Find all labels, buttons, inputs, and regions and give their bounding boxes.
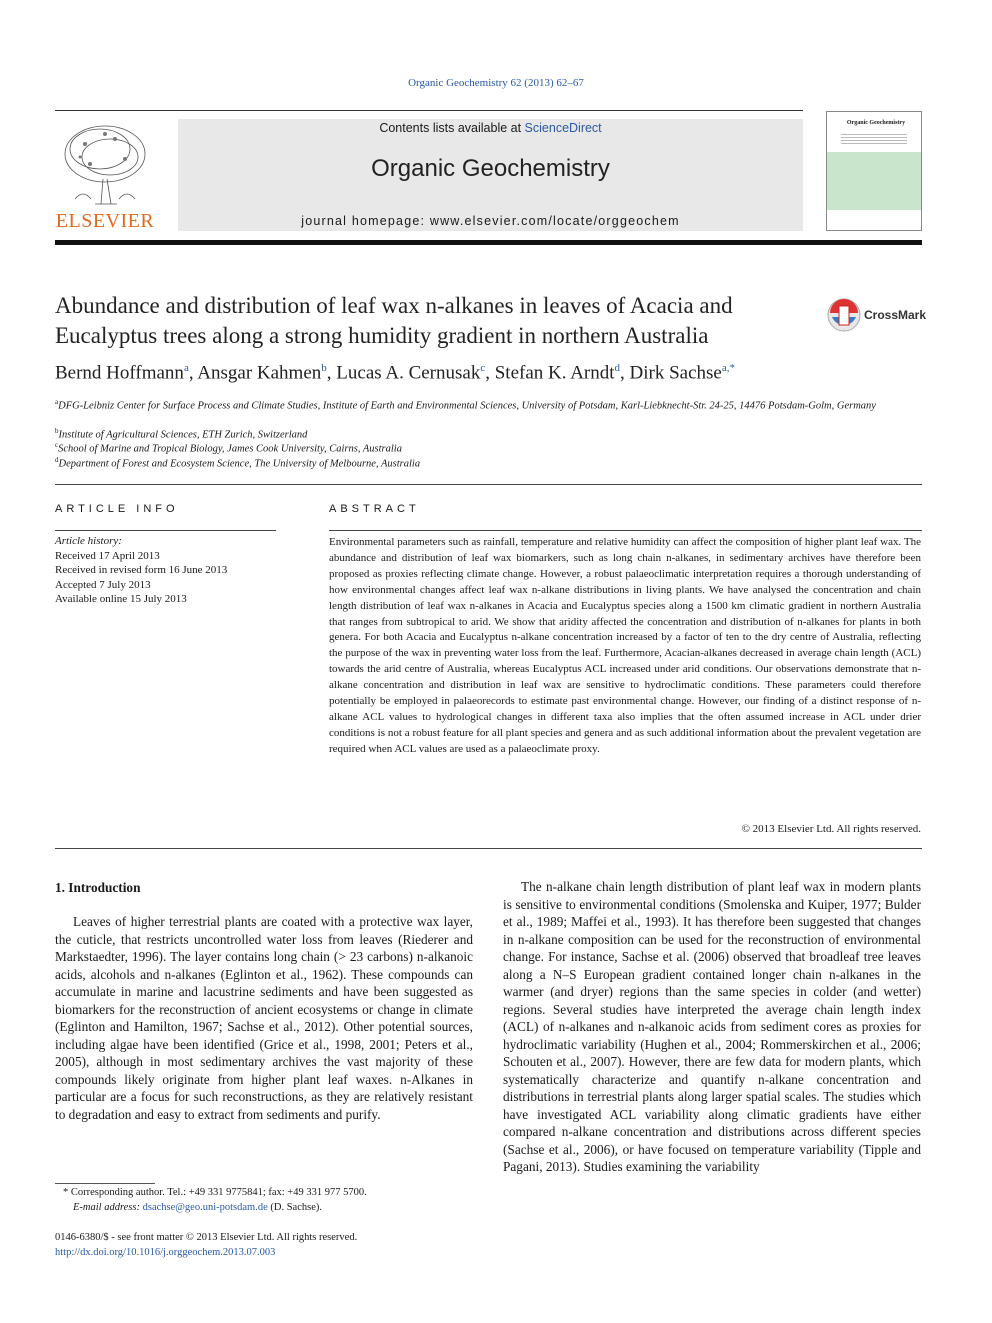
affiliation-text: Institute of Agricultural Sciences, ETH Zurich, Switzerland (58, 429, 308, 441)
affiliation-text: DFG-Leibniz Center for Surface Process and Climate Studies, Institute of Earth and Environmental Sciences, University of Potsdam, Karl-Liebknecht-Str. 24-25, 14476 Potsdam-Golm, Germany (58, 400, 876, 412)
front-matter-info (55, 1231, 495, 1260)
email-label: E-mail address: (73, 1201, 143, 1213)
cover-title: Organic Geochemistry (846, 120, 906, 126)
sciencedirect-link[interactable]: ScienceDirect (524, 121, 602, 135)
paragraph: Leaves of higher terrestrial plants are coated with a protective wax layer, the cuticle, that restricts uncontrolled water loss from leaves (Riederer and Markstaedter, 1996). The layer contains long chain (> 23 carbons) n-alkanoic acids, alcohols and n-alkanes (Eglinton et al., 1962). These compounds can accumulate in marine and lacustrine sediments and have been suggested as biomarkers for the reconstruction of ancient ecosystems or change in climate (Eglinton and Hamilton, 1967; Sachse et al., 2012). Other potential sources, including algae have been identified (Grice et al., 1998, 2001; Peters et al., 2005), although in most sedimentary archives the vast majority of these compounds likely originate from higher plant leaf waxes. n-Alkanes in particular are a focus for such reconstructions, as they are relatively resistant to degradation and easy to extract from sediments and purify. (55, 914, 473, 1122)
article-history (55, 534, 275, 607)
affiliation-text: Department of Forest and Ecosystem Science, The University of Melbourne, Australia (58, 458, 421, 470)
history-label: Article history: (55, 535, 122, 547)
body-column-left (55, 913, 473, 1123)
author-affil-mark[interactable]: c (480, 362, 486, 374)
paragraph: The n-alkane chain length distribution of plant leaf wax in modern plants is sensitive to environmental conditions (Smolenska and Kuiper, 1977; Bulder et al., 1989; Maffei et al., 1993). It has therefore been suggested that changes in n-alkane composition can be used for the reconstruction of environmental change. For instance, Sachse et al. (2006) observed that broadleaf tree leaves along a N–S European gradient contained longer chain n-alkanes in the warmer (and dryer) regions than the same species in colder (and wetter) regions. Several studies have interpreted the average chain length index (ACL) of n-alkanes and n-alkanoic acids from sediment cores as proxies for hydroclimatic variability (Hughen et al., 2004; Rommerskirchen et al., 2006; Schouten et al., 2007). However, there are few data for modern plants, which systematically characterize and quantify n-alkane concentration and distributions in terrestrial plants along larger spatial scales. The studies which have investigated ACL variability along climatic gradients have either compared n-alkane concentration and distributions across different species (Sachse et al., 2006), or have focused on temperature variability (Tipple and Pagani, 2013). Studies examining the variability (503, 879, 921, 1174)
doi-link[interactable]: http://dx.doi.org/10.1016/j.orggeochem.2013.07.003 (55, 1246, 276, 1258)
abstract-heading: ABSTRACT (329, 503, 420, 515)
journal-cover-thumbnail[interactable] (826, 111, 922, 231)
article-title: Abundance and distribution of leaf wax n-alkanes in leaves of Acacia and Eucalyptus trees along a strong humidity gradient in northern Australia (55, 293, 733, 348)
elsevier-wordmark: ELSEVIER (55, 210, 155, 232)
affiliation (55, 395, 885, 414)
contents-line (178, 121, 803, 135)
header-rule-top (55, 110, 803, 111)
affiliation-mark: d (55, 456, 59, 464)
history-item: Accepted 7 July 2013 (55, 578, 151, 591)
author-name[interactable]: Dirk Sachse (629, 362, 722, 384)
affiliation (55, 453, 885, 472)
divider (55, 530, 276, 531)
author-affil-mark[interactable]: b (321, 362, 327, 374)
author-affil-mark[interactable]: a,* (721, 362, 736, 374)
author-name[interactable]: Lucas A. Cernusak (336, 362, 481, 384)
affiliation-text: School of Marine and Tropical Biology, James Cook University, Cairns, Australia (58, 443, 402, 455)
journal-citation[interactable]: Organic Geochemistry 62 (2013) 62–67 (408, 77, 584, 89)
email-link[interactable]: dsachse@geo.uni-potsdam.de (142, 1201, 268, 1213)
crossmark-label[interactable]: CrossMark (864, 308, 927, 322)
author-affil-mark[interactable]: d (614, 362, 621, 374)
email-line (55, 1201, 475, 1216)
footnote-rule (55, 1183, 155, 1184)
corresponding-footnote (55, 1186, 475, 1215)
author-name[interactable]: Stefan K. Arndt (494, 362, 615, 384)
abstract-text: Environmental parameters such as rainfall, temperature and relative humidity can affect the composition of higher plant leaf wax. The abundance and distribution of leaf wax biomarkers, such as long chain n-alkanes, in sedimentary archives have therefore been proposed as proxies reflecting climate change. However, a robust palaeoclimatic interpretation requires a thorough understanding of how environmental changes affect leaf wax n-alkane distributions in living plants. We have analysed the concentration and chain length distribution of leaf wax n-alkanes in Acacia and Eucalyptus species along a 1500 km climatic gradient in northern Australia that ranges from subtropical to arid. We show that aridity affected the concentration and distribution of n-alkanes for plants in both genera. For both Acacia and Eucalyptus n-alkane concentration increased by a factor of ten to the dry centre of Australia, reflecting the purpose of the wax in preventing water loss from the leaf. Furthermore, Acacian-alkanes decreased in average chain length (ACL) towards the arid centre of Australia, whereas Eucalyptus ACL increased under arid conditions. Our observations demonstrate that n-alkane concentration and distribution in leaf wax are sensitive to hydroclimatic conditions. These parameters could therefore potentially be employed in palaeorecords to estimate past environmental change. However, our finding of a distinct response of n-alkane ACL values to hydrological changes in different taxa also implies that the often assumed increase in ACL under drier conditions is not a robust feature for all plant species and genera and as such additional information about the prevalent vegetation are required when ACL values are used as a palaeoclimate proxy. (329, 536, 921, 755)
abstract-copyright: © 2013 Elsevier Ltd. All rights reserved. (741, 823, 921, 835)
divider (329, 530, 922, 531)
journal-title: Organic Geochemistry (371, 155, 610, 182)
author-affil-mark[interactable]: a (183, 362, 189, 374)
author-name[interactable]: Ansgar Kahmen (197, 362, 322, 384)
author-name[interactable]: Bernd Hoffmann (55, 362, 184, 384)
homepage-prefix: journal homepage: (301, 214, 430, 228)
affiliation-mark: a (55, 398, 59, 406)
divider (55, 484, 922, 485)
history-item: Available online 15 July 2013 (55, 593, 187, 605)
journal-homepage (178, 214, 803, 228)
history-item: Received 17 April 2013 (55, 549, 160, 562)
section-heading-introduction: 1. Introduction (55, 880, 141, 895)
article-info-heading: ARTICLE INFO (55, 503, 179, 515)
history-item: Received in revised form 16 June 2013 (55, 564, 228, 576)
author-list: Bernd Hoffmann$^a$, Ansgar Kahmen$^b$, Lucas A. Cernusak$^c$, Stefan K. Arndt$^d$, Dirk Sachse$^{a,*}$ (55, 362, 736, 384)
divider (55, 848, 922, 849)
contents-prefix: Contents lists available at (379, 121, 525, 135)
issn-line: 0146-6380/$ - see front matter © 2013 Elsevier Ltd. All rights reserved. (55, 1232, 358, 1243)
email-suffix: (D. Sachse). (267, 1201, 322, 1213)
corresponding-author: * Corresponding author. Tel.: +49 331 9775841; fax: +49 331 977 5700. (63, 1187, 367, 1198)
homepage-link[interactable]: www.elsevier.com/locate/orggeochem (429, 214, 680, 228)
affiliation-mark: c (55, 441, 59, 449)
affiliation-mark: b (55, 427, 59, 435)
body-column-right (503, 878, 921, 1176)
header-rule-bottom (55, 240, 922, 245)
